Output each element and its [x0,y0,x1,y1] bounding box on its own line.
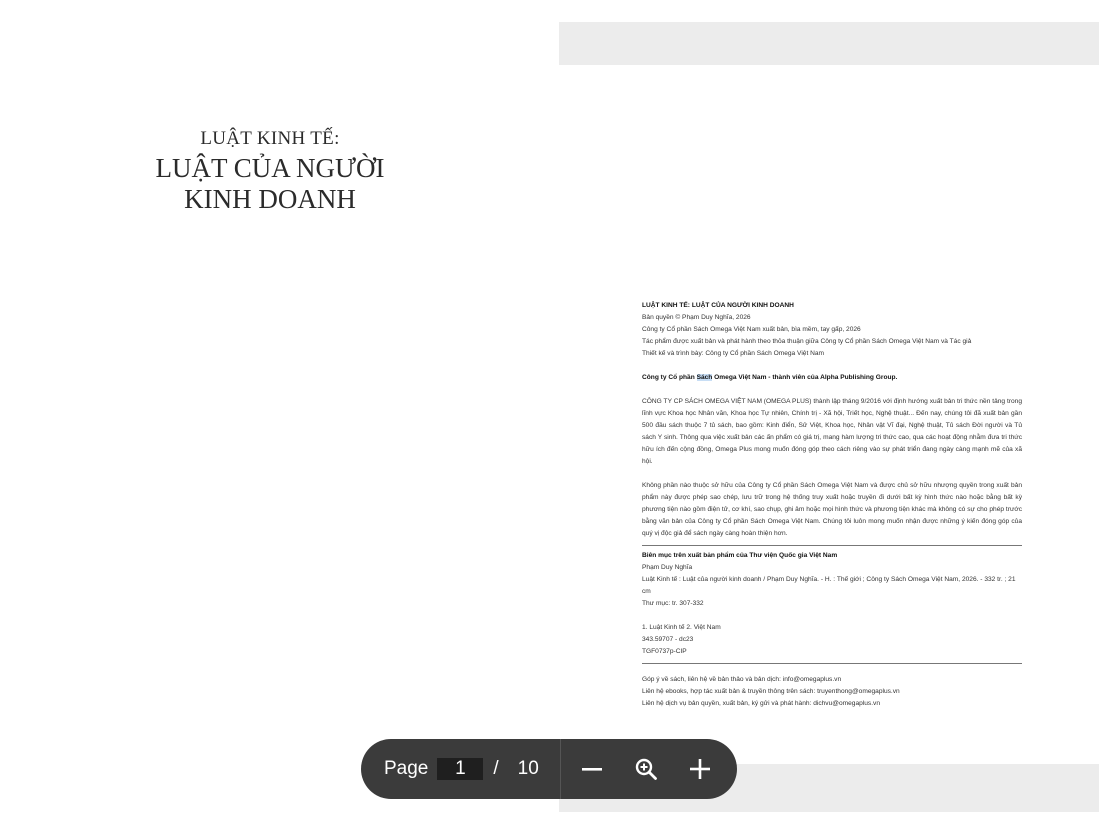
class-line: TGF0737p-CIP [642,648,687,655]
zoom-in-button[interactable] [682,751,718,787]
page-indicator [384,758,539,780]
rights-paragraph: Không phần nào thuộc sở hữu của Công ty Cổ phần Sách Omega Việt Nam và được chủ sở hữu nhượng quyền trong xuất bản phẩm này được phép sao chép, lưu trữ trong hệ thống truy xuất hoặc truyền đi dưới bất kỳ hình thức nào hoặc bằng bất kỳ phương tiện nào gồm điện tử, cơ khí, sao chụp, ghi âm hoặc mọi hình thức và phương tiện khác mà không có sự cho phép trước bằng văn bản của Công ty Cổ phần Sách Omega Việt Nam. Chúng tôi luôn mong muốn nhận được những ý kiến đóng góp của quý vị độc giả để sách ngày càng hoàn thiện hơn. [642,482,1022,537]
zoom-icon [634,757,658,781]
catalog-line: Luật Kinh tế : Luật của người kinh doanh / Phạm Duy Nghĩa. - H. : Thế giới ; Công ty Sách Omega Việt Nam, 2026. - 332 tr. ; 21 cm [642,576,1016,595]
class-line: 1. Luật Kinh tế 2. Việt Nam [642,624,721,631]
imprint-line: Thiết kế và trình bày: Công ty Cổ phần Sách Omega Việt Nam [642,350,825,357]
imprint-line: Công ty Cổ phần Sách Omega Việt Nam xuất bản, bìa mềm, tay gấp, 2026 [642,326,861,333]
toolbar-divider [560,739,561,799]
imprint-heading: LUẬT KINH TẾ: LUẬT CỦA NGƯỜI KINH DOANH [642,302,794,309]
company-line [642,372,1022,384]
contact-line: Liên hệ ebooks, hợp tác xuất bản & truyền thông trên sách: truyenthong@omegaplus.vn [642,688,900,695]
total-pages: 10 [517,758,539,779]
zoom-out-button[interactable] [574,751,610,787]
page-label: Page [384,758,429,779]
book-title-line-2: LUẬT CỦA NGƯỜI [155,153,385,183]
catalog-line: Phạm Duy Nghĩa [642,564,693,571]
company-line-post: Omega Việt Nam - thành viên của Alpha Publishing Group. [712,374,898,381]
divider [642,663,1022,664]
contact-line: Liên hệ dịch vụ bản quyền, xuất bản, ký gửi và phát hành: dichvu@omegaplus.vn [642,700,881,707]
pdf-toolbar [361,739,737,799]
book-title [120,128,420,215]
page-number-input[interactable]: 1 [437,758,483,780]
imprint-line: Bản quyền © Phạm Duy Nghĩa, 2026 [642,314,751,321]
divider [642,545,1022,546]
imprint-line: Tác phẩm được xuất bản và phát hành theo thỏa thuận giữa Công ty Cổ phần Sách Omega Việt Nam và Tác giả [642,338,972,345]
imprint-page [642,300,1022,710]
contact-line: Góp ý về sách, liên hệ về bản thảo và bản dịch: info@omegaplus.vn [642,676,842,683]
company-line-pre: Công ty Cổ phần [642,374,697,381]
zoom-fit-button[interactable] [628,751,664,787]
plus-icon [689,758,711,780]
page-separator: / [493,758,499,779]
catalog-line: Thư mục: tr. 307-332 [642,600,704,607]
next-page-top-strip [559,22,1099,65]
minus-icon [581,758,603,780]
text-selection-highlight[interactable]: Sách [696,374,713,381]
catalog-heading: Biên mục trên xuất bản phẩm của Thư viện Quốc gia Việt Nam [642,552,838,559]
book-title-line-3: KINH DOANH [184,184,356,214]
about-paragraph: CÔNG TY CP SÁCH OMEGA VIỆT NAM (OMEGA PLUS) thành lập tháng 9/2016 với định hướng xuất bản tri thức nền tảng trong lĩnh vực Khoa học Nhân văn, Khoa học Tự nhiên, Chính trị - Xã hội, Triết học, Nghệ thuật... Đến nay, chúng tôi đã xuất bản gần 500 đầu sách thuộc 7 tủ sách, bao gồm: Kinh điển, Sử Việt, Khoa học, Nhân vật Vĩ đại, Nghệ thuật, Tủ sách Đời người và Tủ sách Y sinh. Thông qua việc xuất bản các ấn phẩm có giá trị, mang hàm lượng tri thức cao, qua các hoạt động nhằm đưa tri thức hữu ích đến cộng đồng, Omega Plus mong muốn đóng góp theo cách riêng vào sự phát triển đang ngày càng mạnh mẽ của xã hội. [642,398,1022,465]
class-line: 343.59707 - dc23 [642,636,694,643]
book-title-line-1: LUẬT KINH TẾ: [200,128,340,149]
